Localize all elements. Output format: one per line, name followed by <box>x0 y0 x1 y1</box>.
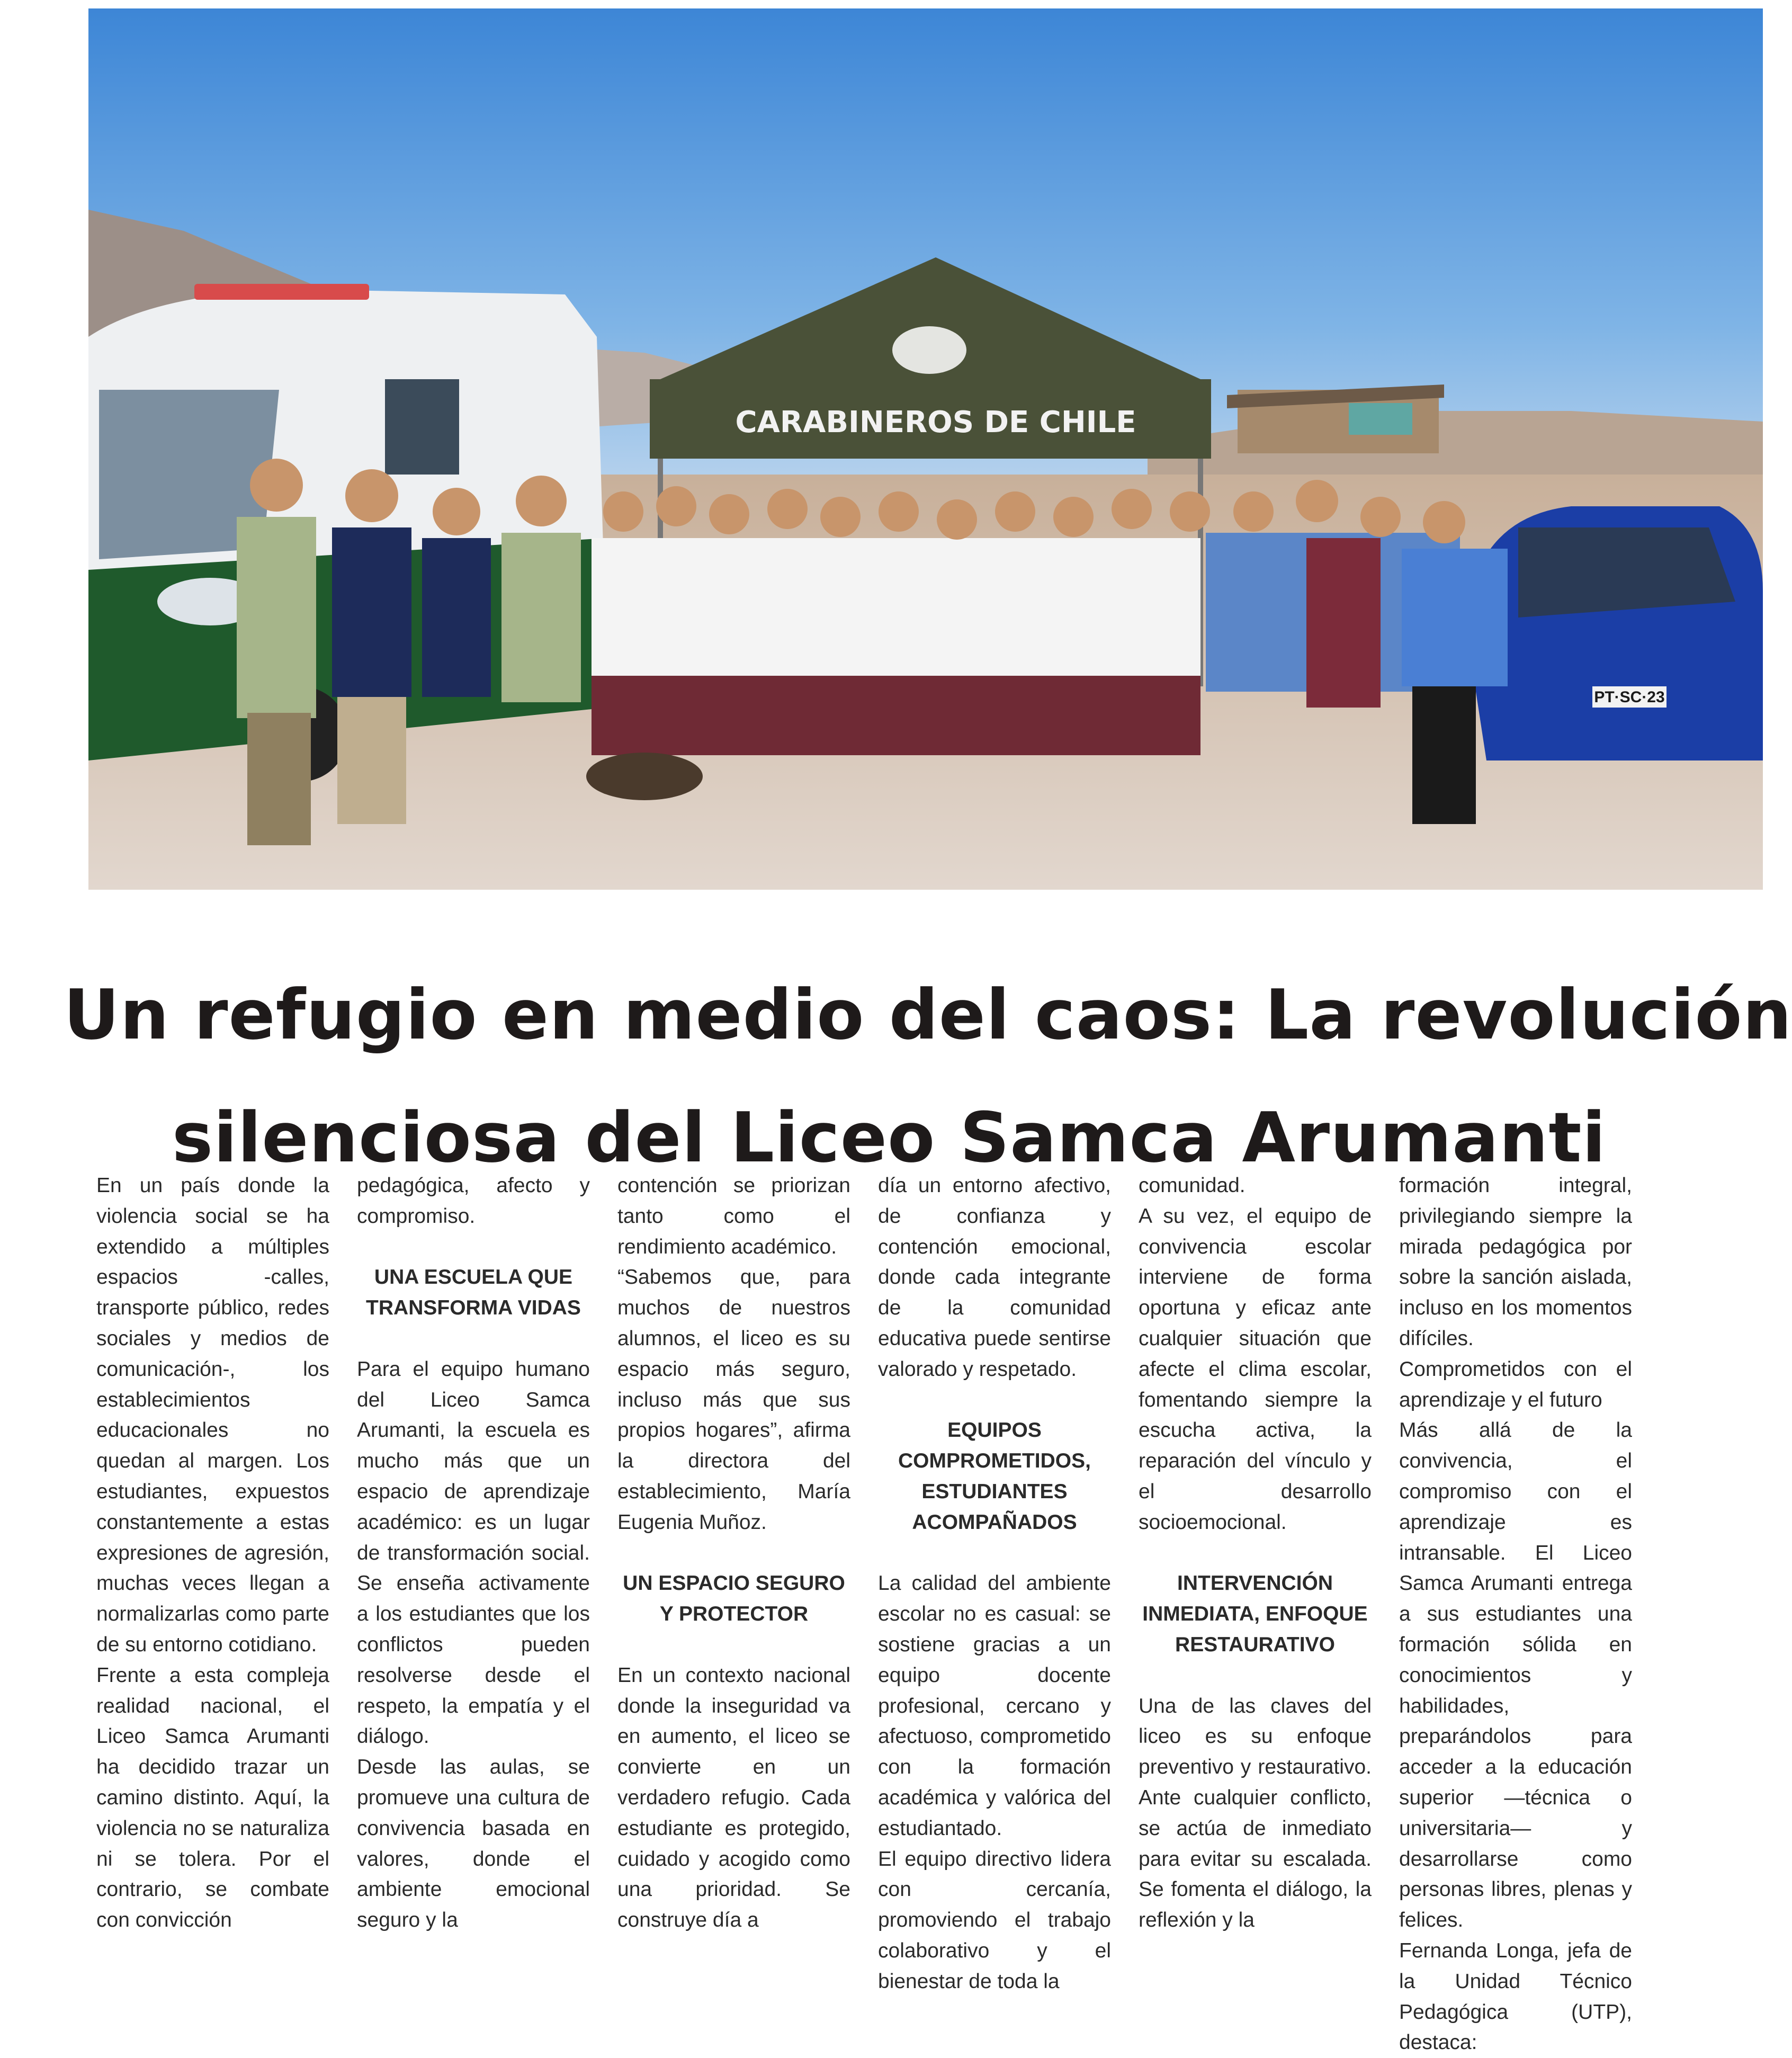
paragraph: Fernanda Longa, jefa de la Unidad Técnico Pedagógica (UTP), destaca: <box>1399 1939 1632 2054</box>
paragraph: Más allá de la convivencia, el compromiso con el aprendizaje es intransable. El Liceo Samca Arumanti entrega a sus estudiantes una formación sólida en conocimientos y habilidades, preparándolos para acceder a la educación superior —técnica o universitaria— y desarrollarse como personas libres, plenas y felices. <box>1399 1419 1632 1932</box>
paragraph: formación integral, privilegiando siempre la mirada pedagógica por sobre la sanción aislada, incluso en los momentos difíciles. <box>1399 1174 1632 1350</box>
paragraph: pedagógica, afecto y compromiso. <box>357 1174 590 1228</box>
paragraph: comunidad. <box>1139 1174 1246 1197</box>
article-body <box>96 1170 1754 2054</box>
section-heading: INTERVENCIÓN INMEDIATA, ENFOQUE RESTAURATIVO <box>1142 1572 1368 1656</box>
paragraph: contención se priorizan tanto como el rendimiento académico. <box>617 1174 850 1258</box>
paragraph: A su vez, el equipo de convivencia escolar interviene de forma oportuna y eficaz ante cualquier situación que afecte el clima escolar, fomentando siempre la escucha activa, la reparación del vínculo y el desarrollo socioemocional. <box>1139 1204 1372 1534</box>
article-headline <box>64 953 1792 1199</box>
section-heading: UN ESPACIO SEGURO Y PROTECTOR <box>623 1572 845 1626</box>
column-5 <box>1139 1170 1372 1932</box>
blue-car <box>1465 506 1763 760</box>
paragraph: Para el equipo humano del Liceo Samca Arumanti, la escuela es mucho más que un espacio de aprendizaje académico: es un lugar de transformación social. Se enseña activamente a los estudiantes que los conflictos pueden resolverse desde el respeto, la empatía y el diálogo. <box>357 1357 590 1748</box>
paragraph: El equipo directivo lidera con cercanía, promoviendo el trabajo colaborativo y el bienestar de toda la <box>878 1847 1111 1993</box>
column-6 <box>1399 1170 1632 2054</box>
subheading-inline: Comprometidos con el aprendizaje y el futuro <box>1399 1357 1632 1411</box>
section-heading: UNA ESCUELA QUE TRANSFORMA VIDAS <box>366 1266 581 1320</box>
column-2 <box>357 1170 590 1932</box>
headline-line-2: silenciosa del Liceo Samca Arumanti <box>172 1097 1607 1178</box>
paragraph: día un entorno afectivo, de confianza y contención emocional, donde cada integrante de la comunidad educativa puede sentirse valorado y respetado. <box>878 1174 1111 1381</box>
group-photo-illustration <box>88 8 1763 890</box>
paragraph: Desde las aulas, se promueve una cultura de convivencia basada en valores, donde el ambiente emocional seguro y la <box>357 1756 590 1932</box>
paragraph: Una de las claves del liceo es su enfoque preventivo y restaurativo. Ante cualquier conflicto, se actúa de inmediato para evitar su escalada. Se fomenta el diálogo, la reflexión y la <box>1139 1694 1372 1932</box>
headline-line-1: Un refugio en medio del caos: La revolución <box>64 974 1792 1055</box>
hero-photo <box>88 8 1763 890</box>
paragraph: En un contexto nacional donde la inseguridad va en aumento, el liceo se convierte en un verdadero refugio. Cada estudiante es protegido, cuidado y acogido como una prioridad. Se construye día a <box>617 1663 850 1932</box>
paragraph: La calidad del ambiente escolar no es casual: se sostiene gracias a un equipo docente profesional, cercano y afectuoso, comprometido con la formación académica y valórica del estudiantado. <box>878 1572 1111 1840</box>
column-1 <box>96 1170 329 1932</box>
section-heading: EQUIPOS COMPROMETIDOS, ESTUDIANTES ACOMPAÑADOS <box>898 1419 1091 1534</box>
paragraph: Frente a esta compleja realidad nacional, el Liceo Samca Arumanti ha decidido trazar un camino distinto. Aquí, la violencia no se naturaliza ni se tolera. Por el contrario, se combate con convicción <box>96 1663 329 1932</box>
paragraph: En un país donde la violencia social se ha extendido a múltiples espacios -calles, transporte público, redes sociales y medios de comunicación-, los establecimientos educacionales no quedan al margen. Los estudiantes, expuestos constantemente a estas expresiones de agresión, muchas veces llegan a normalizarlas como parte de su entorno cotidiano. <box>96 1174 329 1656</box>
tent-banner-text: CARABINEROS DE CHILE <box>735 405 1136 440</box>
house <box>1227 384 1444 453</box>
column-4 <box>878 1170 1111 1993</box>
column-3 <box>617 1170 850 1932</box>
license-plate-text: PT·SC·23 <box>1594 688 1665 706</box>
paragraph: “Sabemos que, para muchos de nuestros alumnos, el liceo es su espacio más seguro, incluso más que sus propios hogares”, afirma la directora del establecimiento, María Eugenia Muñoz. <box>617 1266 850 1534</box>
